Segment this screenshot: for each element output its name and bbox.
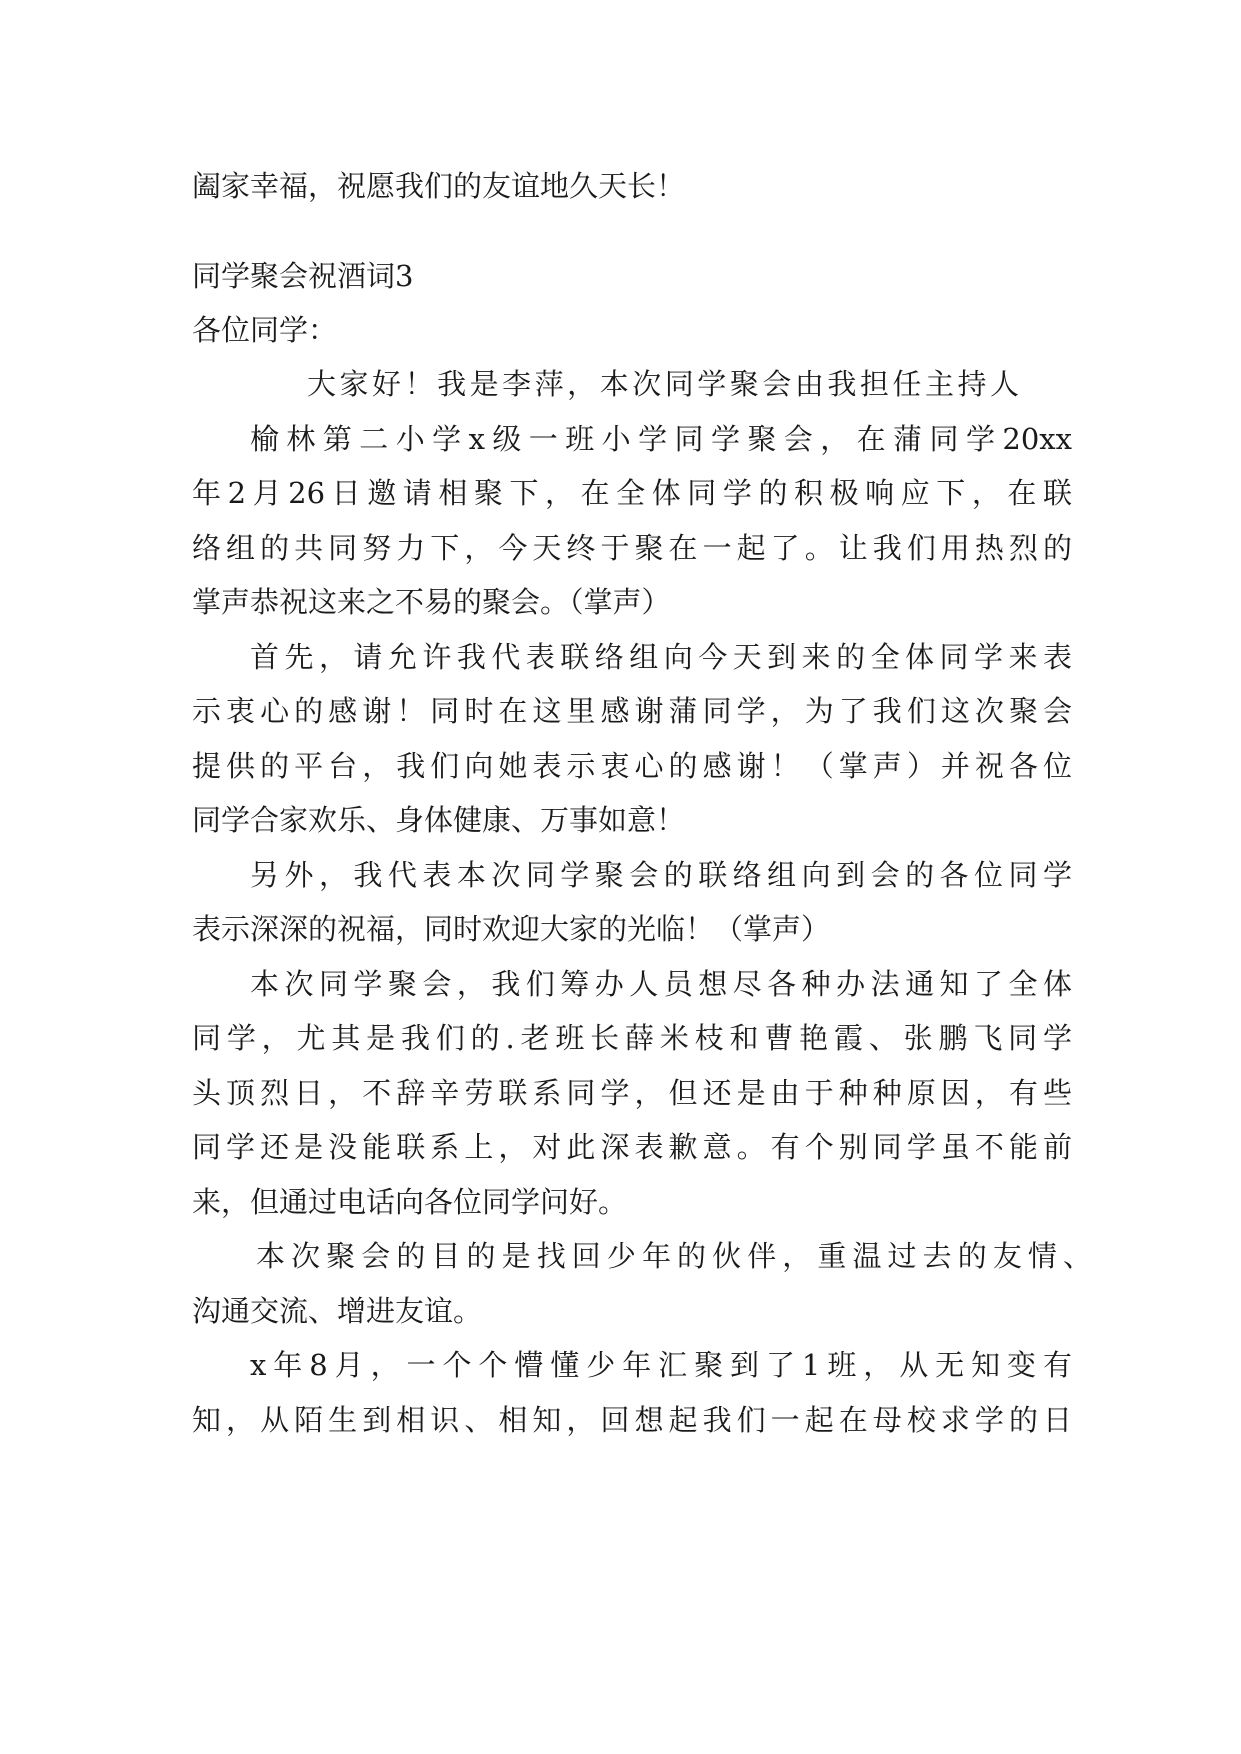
text-line: 大家好！我是李萍，本次同学聚会由我担任主持人 bbox=[307, 367, 1019, 401]
text-line: x年8月，一个个懵懂少年汇聚到了1班，从无知变有 bbox=[250, 1348, 1072, 1382]
text-line: 表示深深的祝福，同时欢迎大家的光临！（掌声） bbox=[192, 912, 831, 946]
text-line: 知，从陌生到相识、相知，回想起我们一起在母校求学的日 bbox=[192, 1403, 1072, 1437]
salutation: 各位同学： bbox=[192, 313, 338, 347]
text-line: 掌声恭祝这来之不易的聚会。（掌声） bbox=[192, 585, 671, 619]
text-line: 络组的共同努力下，今天终于聚在一起了。让我们用热烈的 bbox=[192, 531, 1072, 565]
text-line: 提供的平台，我们向她表示衷心的感谢！（掌声）并祝各位 bbox=[192, 749, 1072, 783]
text-line: 榆林第二小学x级一班小学同学聚会，在蒲同学20xx bbox=[250, 422, 1072, 456]
text-line: 来，但通过电话向各位同学问好。 bbox=[192, 1185, 628, 1219]
text-line: 本次同学聚会，我们筹办人员想尽各种办法通知了全体 bbox=[250, 967, 1072, 1001]
text-line: 首先，请允许我代表联络组向今天到来的全体同学来表 bbox=[250, 640, 1072, 674]
text-line: 另外，我代表本次同学聚会的联络组向到会的各位同学 bbox=[250, 858, 1072, 892]
text-line: 沟通交流、增进友谊。 bbox=[192, 1294, 483, 1328]
section-heading: 同学聚会祝酒词3 bbox=[192, 259, 414, 293]
text-line: 本次聚会的目的是找回少年的伙伴，重温过去的友情、 bbox=[256, 1239, 1092, 1273]
text-line: 同学还是没能联系上，对此深表歉意。有个别同学虽不能前 bbox=[192, 1130, 1072, 1164]
text-line: 年2月26日邀请相聚下，在全体同学的积极响应下，在联 bbox=[192, 476, 1072, 510]
text-line: 示衷心的感谢！同时在这里感谢蒲同学，为了我们这次聚会 bbox=[192, 694, 1072, 728]
text-line: 同学，尤其是我们的.老班长薛米枝和曹艳霞、张鹏飞同学 bbox=[192, 1021, 1072, 1055]
text-line: 同学合家欢乐、身体健康、万事如意！ bbox=[192, 803, 686, 837]
text-line: 阖家幸福，祝愿我们的友谊地久天长！ bbox=[192, 169, 686, 203]
text-line: 头顶烈日，不辞辛劳联系同学，但还是由于种种原因，有些 bbox=[192, 1076, 1072, 1110]
